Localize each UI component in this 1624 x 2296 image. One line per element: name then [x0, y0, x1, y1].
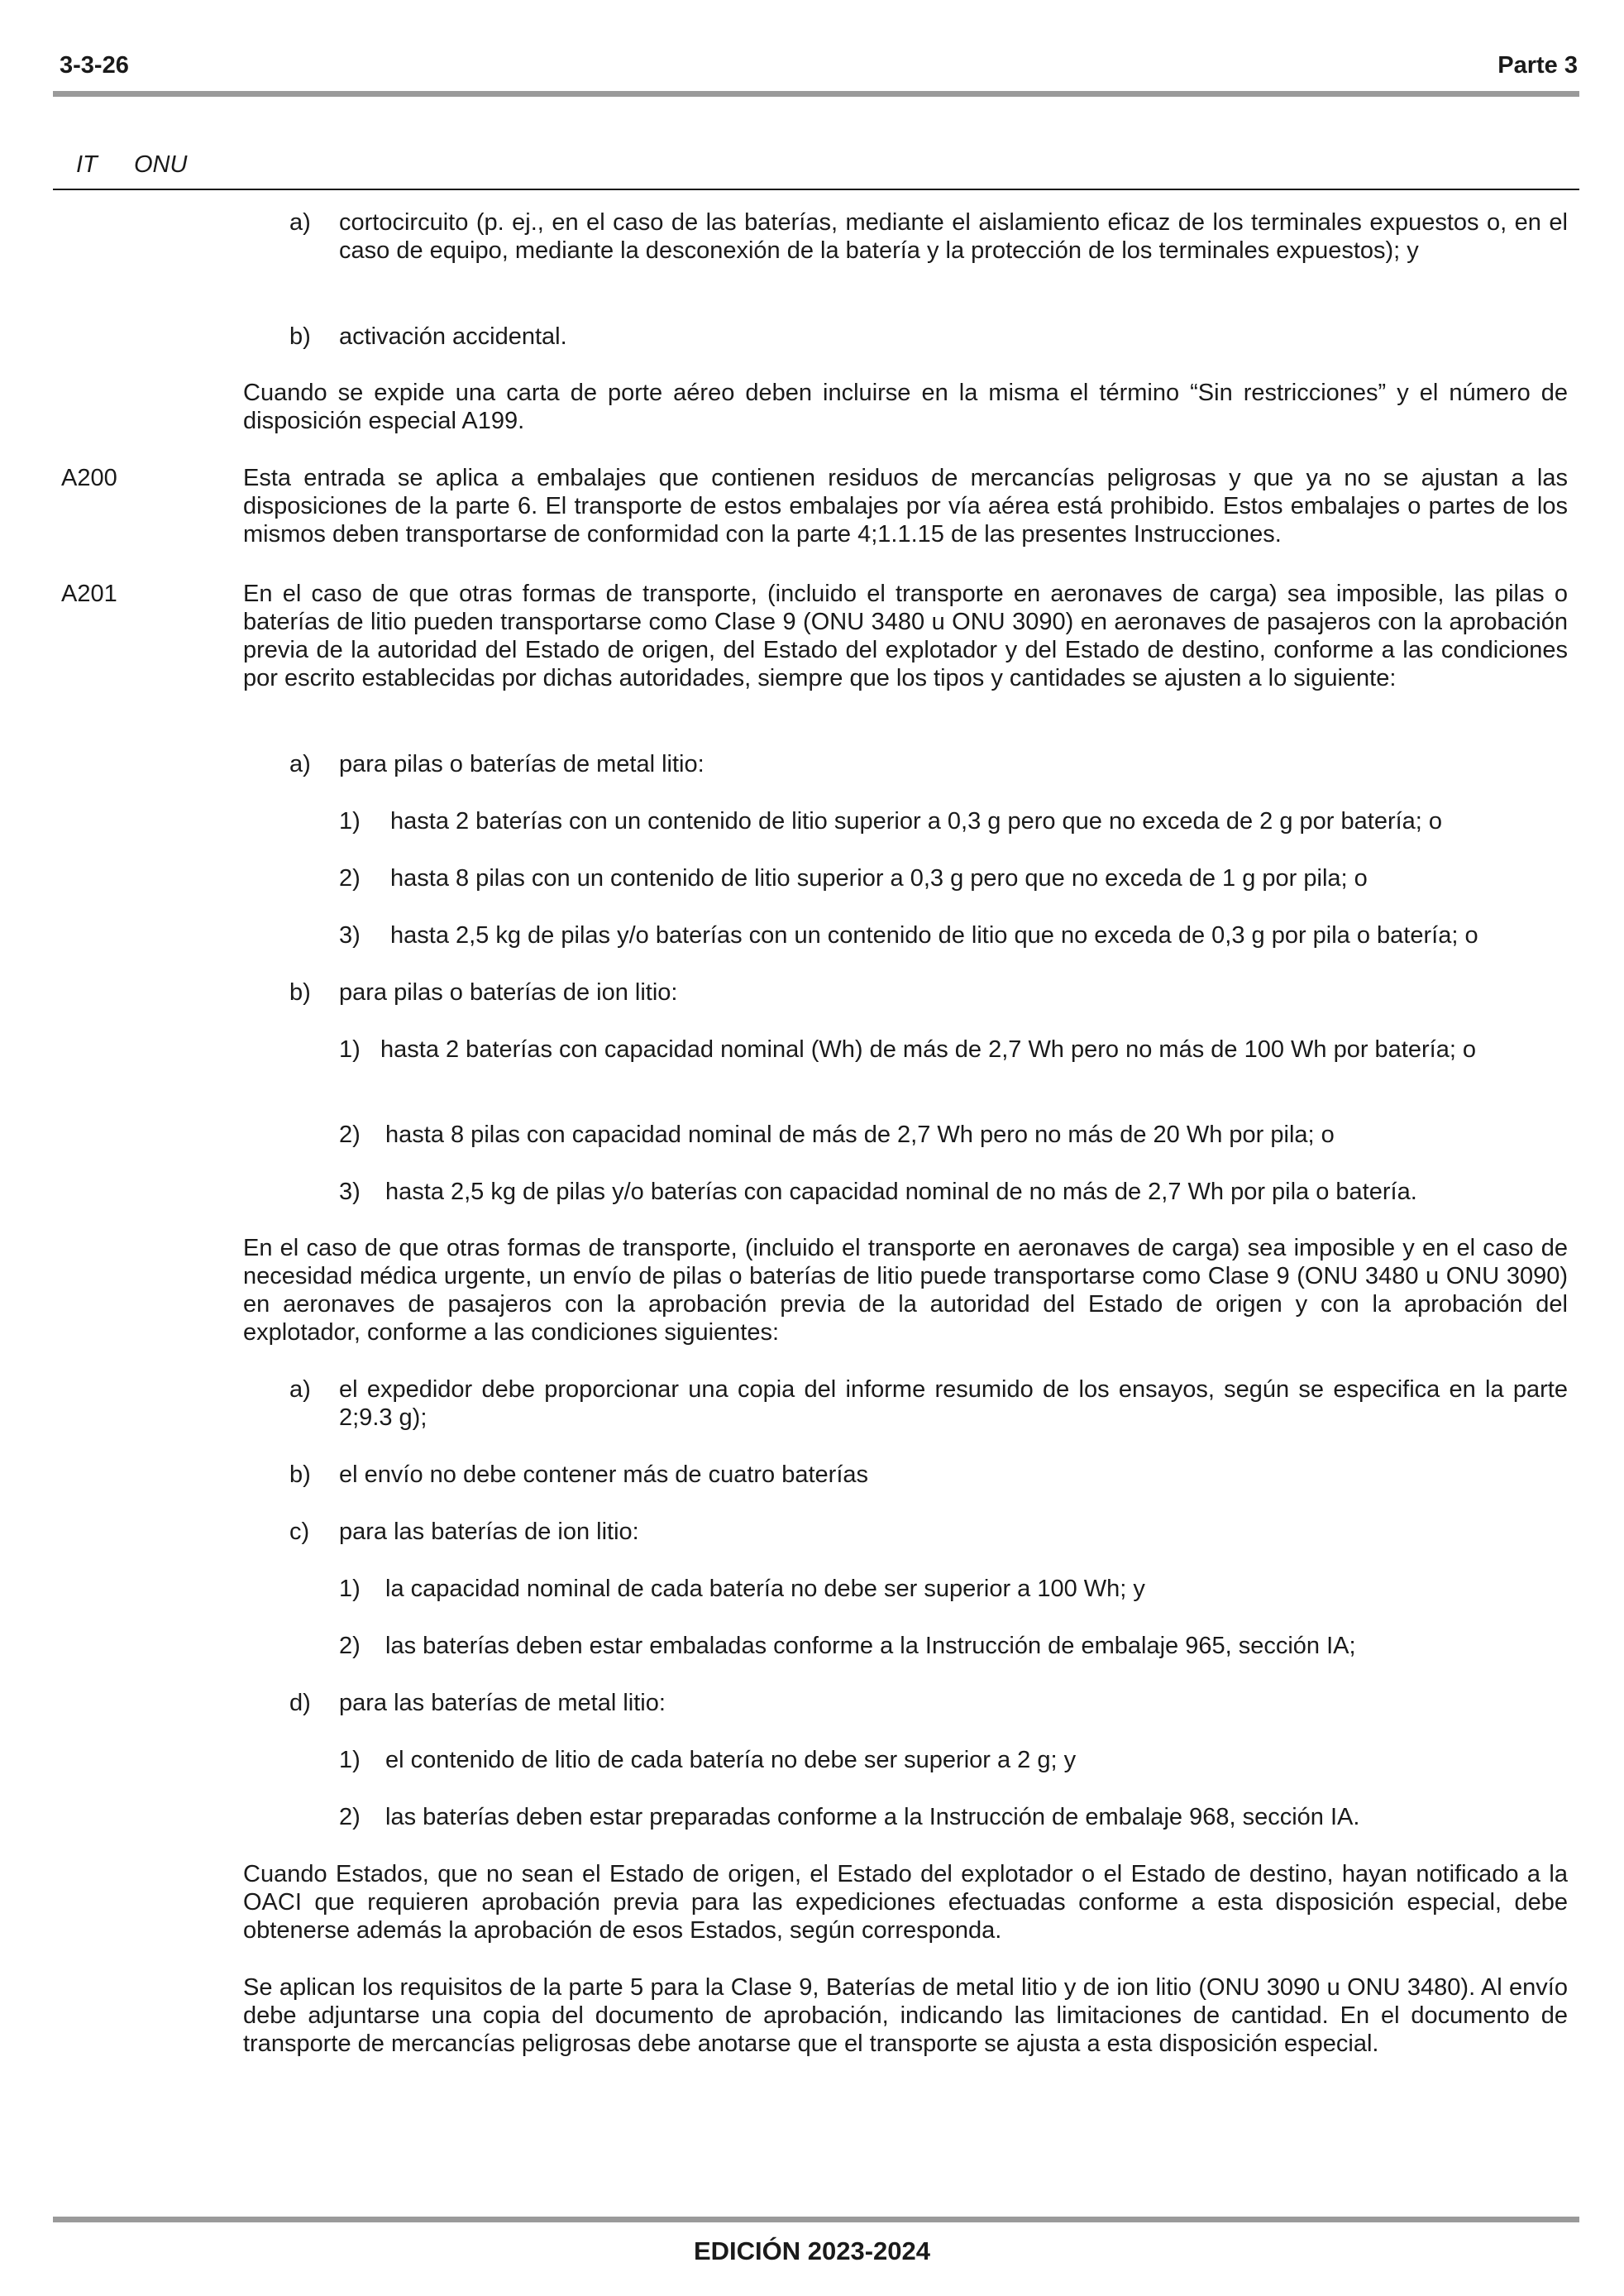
list-item-label: d) [289, 1690, 311, 1716]
sub-item-text: hasta 2,5 kg de pilas y/o baterías con un contenido de litio que no exceda de 0,3 g por pila o batería; o [390, 922, 1478, 949]
list-item-label: a) [289, 1376, 311, 1403]
provision-text-a200: Esta entrada se aplica a embalajes que contienen residuos de mercancías peligrosas y que ya no se ajustan a las disposiciones de la parte 6. El transporte de estos embalajes por vía aérea está prohibido. Estos embalajes o partes de los mismos deben transportarse de conformidad con la parte 4;1.1.15 de las presentes Instrucciones. [243, 465, 1568, 548]
page-number: 3-3-26 [60, 52, 129, 79]
sub-item-number: 3) [339, 1179, 361, 1205]
list-item-text: para las baterías de metal litio: [339, 1690, 666, 1716]
sub-item-number: 2) [339, 1804, 361, 1830]
a201-paragraph-urgent: En el caso de que otras formas de transporte, (incluido el transporte en aeronaves de carga) sea imposible y en el caso de necesidad médica urgente, un envío de pilas o baterías de litio puede transportarse como Clase 9 (ONU 3480 u ONU 3090) en aeronaves de pasajeros con la aprobación previa de la autoridad del Estado de origen y con la aprobación del explotador, conforme a las condiciones siguientes: [243, 1235, 1568, 1346]
sub-item-text: la capacidad nominal de cada batería no debe ser superior a 100 Wh; y [385, 1576, 1145, 1602]
list-item-text: para pilas o baterías de ion litio: [339, 979, 678, 1006]
list-item-text: para las baterías de ion litio: [339, 1519, 639, 1545]
list-item-text: el envío no debe contener más de cuatro baterías [339, 1461, 869, 1488]
column-header-rule [53, 189, 1579, 190]
sub-item-text: hasta 8 pilas con capacidad nominal de más de 2,7 Wh pero no más de 20 Wh por pila; o [385, 1122, 1335, 1148]
sub-item-text: el contenido de litio de cada batería no debe ser superior a 2 g; y [385, 1747, 1077, 1773]
list-item-label: c) [289, 1519, 310, 1545]
list-item-label: b) [289, 1461, 311, 1488]
sub-item-number: 2) [339, 1122, 361, 1148]
list-item-label: b) [289, 979, 311, 1006]
sub-item-number: 1) [339, 1747, 361, 1773]
provision-code-a201: A201 [61, 581, 117, 607]
column-header-onu: ONU [134, 151, 188, 178]
provision-code-a200: A200 [61, 465, 117, 491]
part-label: Parte 3 [1497, 52, 1578, 79]
sub-item-text: las baterías deben estar preparadas conforme a la Instrucción de embalaje 968, sección IA. [385, 1804, 1360, 1830]
sub-item-text: hasta 8 pilas con un contenido de litio superior a 0,3 g pero que no exceda de 1 g por pila; o [390, 865, 1368, 892]
a201-paragraph-states: Cuando Estados, que no sean el Estado de origen, el Estado del explotador o el Estado de destino, hayan notificado a la OACI que requieren aprobación previa para las expediciones efectuadas conforme a esta disposición especial, debe obtenerse además la aprobación de esos Estados, según corresponda. [243, 1861, 1568, 1944]
a199-note: Cuando se expide una carta de porte aéreo deben incluirse en la misma el término “Sin restricciones” y el número de disposición especial A199. [243, 380, 1568, 434]
list-item-text: cortocircuito (p. ej., en el caso de las baterías, mediante el aislamiento eficaz de los terminales expuestos o, en el caso de equipo, mediante la desconexión de la batería y la protección de los terminales expuestos); y [339, 209, 1568, 264]
provision-text-a201: En el caso de que otras formas de transporte, (incluido el transporte en aeronaves de carga) sea imposible, las pilas o baterías de litio pueden transportarse como Clase 9 (ONU 3480 u ONU 3090) en aeronaves de pasajeros con la aprobación previa de la autoridad del Estado de origen, del Estado del explotador y del Estado de destino, conforme a las condiciones por escrito establecidas por dichas autoridades, siempre que los tipos y cantidades se ajusten a lo siguiente: [243, 581, 1568, 691]
sub-item-text: hasta 2 baterías con un contenido de litio superior a 0,3 g pero que no exceda de 2 g por batería; o [390, 808, 1443, 835]
header-rule [53, 91, 1579, 97]
sub-item-number: 2) [339, 865, 361, 892]
sub-item-number: 2) [339, 1633, 361, 1659]
list-item-text: activación accidental. [339, 323, 567, 350]
sub-item-text: las baterías deben estar embaladas conforme a la Instrucción de embalaje 965, sección IA; [385, 1633, 1356, 1659]
sub-item-text: hasta 2 baterías con capacidad nominal (Wh) de más de 2,7 Wh pero no más de 100 Wh por batería; o [380, 1036, 1477, 1063]
list-item-text: para pilas o baterías de metal litio: [339, 751, 705, 777]
a201-paragraph-requirements: Se aplican los requisitos de la parte 5 para la Clase 9, Baterías de metal litio y de ion litio (ONU 3090 u ONU 3480). Al envío debe adjuntarse una copia del documento de aprobación, indicando las limitaciones de cantidad. En el documento de transporte de mercancías peligrosas debe anotarse que el transporte se ajusta a esta disposición especial. [243, 1974, 1568, 2057]
sub-item-number: 1) [339, 1036, 361, 1063]
sub-item-number: 1) [339, 808, 361, 835]
sub-item-number: 3) [339, 922, 361, 949]
edition-label: EDICIÓN 2023-2024 [693, 2236, 931, 2265]
sub-item-text: hasta 2,5 kg de pilas y/o baterías con capacidad nominal de no más de 2,7 Wh por pila o batería. [385, 1179, 1417, 1205]
column-header-it: IT [76, 151, 98, 178]
footer-rule [53, 2217, 1579, 2222]
list-item-text: el expedidor debe proporcionar una copia del informe resumido de los ensayos, según se especifica en la parte 2;9.3 g); [339, 1376, 1568, 1431]
list-item-label: a) [289, 209, 311, 236]
list-item-label: a) [289, 751, 311, 777]
list-item-label: b) [289, 323, 311, 350]
sub-item-number: 1) [339, 1576, 361, 1602]
